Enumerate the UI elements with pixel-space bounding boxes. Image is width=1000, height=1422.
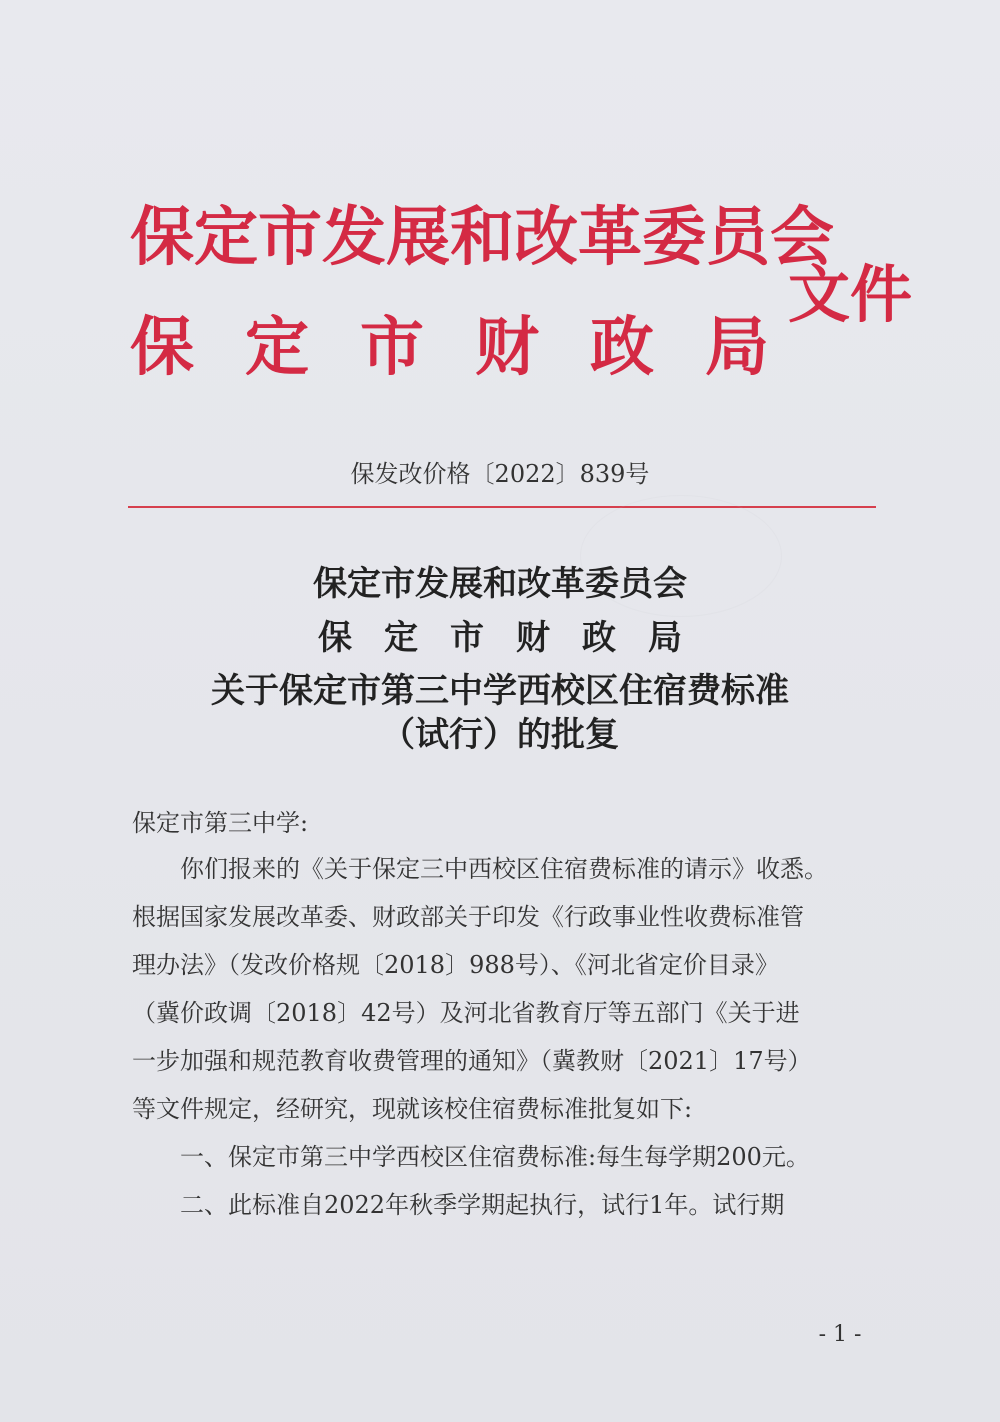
title-line-2: 保定市财政局 (318, 618, 714, 658)
body-line: 一、保定市第三中学西校区住宿费标准:每生每学期200元。 (180, 1143, 810, 1171)
body-line: 二、此标准自2022年秋季学期起执行，试行1年。试行期 (180, 1191, 785, 1219)
body-line: （冀价政调〔2018〕42号）及河北省教育厅等五部门《关于进 (132, 999, 800, 1027)
body-line: 根据国家发展改革委、财政部关于印发《行政事业性收费标准管 (132, 903, 804, 931)
body-line: 你们报来的《关于保定三中西校区住宿费标准的请示》收悉。 (180, 855, 828, 883)
issuing-org-2: 保定市财政局 (130, 311, 820, 385)
title-line-4: （试行）的批复 (381, 715, 619, 755)
page-number: - 1 - (818, 1322, 862, 1347)
red-divider (128, 506, 876, 508)
body-line: 等文件规定，经研究，现就该校住宿费标准批复如下: (132, 1095, 693, 1123)
document-type-label: 文件 (788, 258, 913, 331)
title-line-1: 保定市发展和改革委员会 (313, 564, 687, 604)
title-line-3: 关于保定市第三中学西校区住宿费标准 (211, 671, 789, 711)
body-line: 理办法》（发改价格规〔2018〕988号）、《河北省定价目录》 (132, 951, 779, 979)
salutation: 保定市第三中学: (132, 809, 309, 837)
issuing-org-1: 保定市发展和改革委员会 (130, 201, 834, 275)
body-line: 一步加强和规范教育收费管理的通知》（冀教财〔2021〕17号） (132, 1047, 812, 1075)
document-number: 保发改价格〔2022〕839号 (350, 460, 650, 488)
